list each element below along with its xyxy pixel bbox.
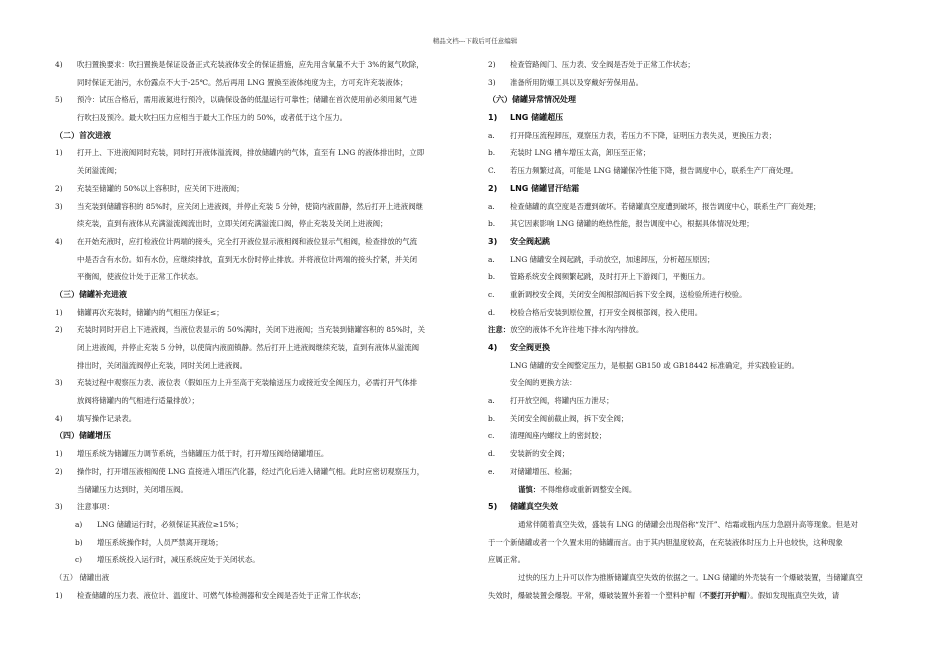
line-text: 中是否含有水份。如有水份，应继续排放，直到无水份时停止排放。并将液位计两端的接头拧紧，并关闭 xyxy=(77,254,417,264)
list-number: 5) xyxy=(55,95,63,105)
list-item-text: 校验合格后安装到原位置，打开安全阀根部阀，投入使用。 xyxy=(510,307,703,317)
list-item-text: 吹扫置换要求：吹扫置换是保证设备正式充装液体安全的保证措施，应先用含氧量不大于 3%的氮气吹除， xyxy=(77,60,424,69)
list-number: b) xyxy=(75,537,83,547)
right-column xyxy=(488,60,898,608)
list-item xyxy=(55,308,465,318)
list-item-text: 充装时同时开启上下进液阀，当液位表显示的 50%满时，关闭下进液阀；当充装到储罐容积的 85%时，关 xyxy=(77,325,425,335)
line-text-a: 失效时，爆破装置会爆裂。平常，爆破装置外套着一个塑料护帽（ xyxy=(488,590,703,600)
line-text: 平衡阀，使液位计处于正常工作状态。 xyxy=(77,272,203,282)
list-item xyxy=(488,396,898,406)
list-item xyxy=(55,467,465,477)
list-item-text: 充装过程中观察压力表、液位表（假如压力上升至高于充装输送压力或接近安全阀压力，必需打开气体排 xyxy=(77,378,417,388)
list-item-text: 在开始充液时，应打检液位计两端的接头，完全打开液位显示液相阀和液位显示气相阀，检查排放的气流 xyxy=(77,236,417,246)
list-item-text: 安装新的安全阀； xyxy=(510,449,570,459)
line-text: 当储罐压力达到时，关闭增压阀。 xyxy=(77,484,188,494)
paragraph-line xyxy=(488,361,898,371)
list-item xyxy=(488,219,898,229)
list-item-text: 重新调校安全阀，关闭安全阀根部阀后拆下安全阀，送检验所进行校验。 xyxy=(510,289,747,299)
note-text xyxy=(488,325,643,335)
list-item-text: 准备所用防爆工具以及穿戴好劳保用品。 xyxy=(510,77,644,87)
list-item-text: LNG 储罐运行时，必须保证其液位≥15%； xyxy=(97,519,243,529)
list-item-text: 充装时 LNG 槽车增压太高，卸压至正常； xyxy=(510,148,651,158)
line-text: LNG 储罐的安全阀整定压力，是根据 GB150 或 GB18442 标准确定，并实践验证的。 xyxy=(510,360,799,370)
line-text: 续充装，直到有液体从充满溢流阀流出时，立即关闭充满溢流口阀，停止充装及关闭上进液阀； xyxy=(77,219,388,229)
list-item-text: 增压系统投入运行时，减压系统应处于关闭状态。 xyxy=(97,555,260,565)
list-number: 4) xyxy=(55,236,63,246)
line-text: 安全阀的更换方法： xyxy=(510,378,577,388)
list-item xyxy=(55,555,465,565)
continuation-line xyxy=(55,113,465,123)
list-number: c) xyxy=(75,555,83,565)
list-item xyxy=(488,255,898,265)
subsection-heading-text: 安全阀更换 xyxy=(510,343,550,352)
list-number: b. xyxy=(488,148,496,158)
subsection-heading-text: LNG 储罐冒汗结霜 xyxy=(510,183,580,193)
list-number: d. xyxy=(488,307,496,317)
list-item xyxy=(55,520,465,530)
section-heading xyxy=(55,131,465,141)
list-item xyxy=(488,202,898,212)
list-number: d. xyxy=(488,449,496,459)
continuation-line xyxy=(55,343,465,353)
list-item xyxy=(55,591,465,601)
paragraph-line xyxy=(488,555,898,565)
list-item xyxy=(55,449,465,459)
paragraph-line xyxy=(488,573,898,583)
list-item-text: 充装至储罐的 50%以上容积时，应关闭下进液阀； xyxy=(77,183,244,193)
list-item xyxy=(55,378,465,388)
section-heading-text: （六）储罐异常情况处理 xyxy=(488,95,576,105)
continuation-line xyxy=(55,272,465,282)
continuation-line xyxy=(55,361,465,371)
note-line xyxy=(488,325,898,335)
list-item-text: LNG 储罐安全阀起跳，手动放空，加速卸压，分析超压原因； xyxy=(510,254,715,264)
list-item xyxy=(55,237,465,247)
list-number: 2) xyxy=(488,183,498,193)
list-number: 4) xyxy=(488,343,498,352)
list-item xyxy=(488,131,898,141)
list-number: 2) xyxy=(55,325,63,335)
paragraph-line xyxy=(488,538,898,548)
list-item-text: 增压系统操作时，人员严禁离开现场； xyxy=(97,537,223,547)
list-number: 3) xyxy=(55,502,63,512)
list-number: 2) xyxy=(488,60,496,69)
list-item xyxy=(488,290,898,300)
list-number: e. xyxy=(488,466,495,476)
note-label: 谨慎： xyxy=(518,484,541,494)
list-item xyxy=(488,272,898,282)
list-item xyxy=(488,467,898,477)
line-text xyxy=(488,591,839,601)
continuation-line xyxy=(55,485,465,495)
section-heading xyxy=(488,95,898,105)
list-item-text: 管路系统安全阀频繁起跳，及时打开上下游阀门，平衡压力。 xyxy=(510,272,710,282)
list-number: a. xyxy=(488,254,495,264)
section-heading-text: （三）储罐补充进液 xyxy=(55,289,127,299)
list-number: 3) xyxy=(488,236,498,246)
line-text: 行吹扫及预冷。最大吹扫压力应相当于最大工作压力的 50%，或者低于这个压力。 xyxy=(77,113,348,123)
list-item xyxy=(55,325,465,335)
continuation-line xyxy=(55,219,465,229)
list-item xyxy=(488,148,898,158)
list-item xyxy=(488,308,898,318)
list-item xyxy=(488,60,898,70)
list-item xyxy=(55,60,465,70)
list-item xyxy=(488,449,898,459)
paragraph-line xyxy=(488,378,898,388)
subsection-heading-text: LNG 储罐超压 xyxy=(510,113,564,123)
line-text: 应属正常。 xyxy=(488,555,525,565)
list-item-text: 预冷：试压合格后，需用液氮进行预冷，以确保设备的低温运行可靠性；储罐在首次使用前必须用氮气进 xyxy=(77,95,417,105)
list-number: 2) xyxy=(55,466,63,476)
section-heading-text: （四）储罐增压 xyxy=(55,431,111,441)
list-number: C. xyxy=(488,166,496,176)
list-number: a. xyxy=(488,201,495,211)
list-item-text: 检查管路阀门、压力表、安全阀是否处于正常工作状态； xyxy=(510,60,695,69)
list-item xyxy=(488,166,898,176)
subsection-heading xyxy=(488,502,898,512)
list-item xyxy=(488,78,898,88)
list-item-text: 储罐再次充装时，储罐内的气相压力保证≤； xyxy=(77,307,224,317)
subsection-heading xyxy=(488,113,898,123)
list-item-text: 操作时，打开增压液相阀使 LNG 直接进入增压汽化器，经过汽化后进入储罐气相。此时应密切观察压力， xyxy=(77,466,425,476)
continuation-line xyxy=(55,166,465,176)
continuation-line xyxy=(55,78,465,88)
list-item-text: 对储罐增压、检漏； xyxy=(510,466,577,476)
list-number: c. xyxy=(488,289,495,299)
note-text xyxy=(518,485,636,495)
page-header: 精品文档---下载后可任意编辑 xyxy=(432,37,518,45)
subsection-heading-text: 安全阀起跳 xyxy=(510,236,550,246)
line-text: 闭上进液阀，并停止充装 5 分钟，以使筒内液面镇静。然后打开上进液阀继续充装，直到有液体从溢流阀 xyxy=(77,343,419,352)
list-item-text: 清理阀座内螺纹上的密封胶； xyxy=(510,431,607,441)
list-item-text: 当充装到储罐容积的 85%时，应关闭上进液阀，并停止充装 5 分钟，使筒内液面静，然后打开上进液阀继 xyxy=(77,201,423,211)
list-number: b. xyxy=(488,413,496,423)
list-item-text: 打开上、下进液阀同时充装，同时打开液体溢流阀，排放储罐内的气体，直至有 LNG 的液体排出时，立即 xyxy=(77,148,425,158)
section-heading-text: （二）首次进液 xyxy=(55,130,111,140)
list-number: 3) xyxy=(55,378,63,388)
list-number: b. xyxy=(488,219,496,229)
list-item xyxy=(55,184,465,194)
list-number: c. xyxy=(488,431,495,441)
list-item-text: 填写操作记录表。 xyxy=(77,413,137,423)
list-item-text: 其它因素影响 LNG 储罐的绝热性能，报告调度中心，根据具体情况处理； xyxy=(510,219,754,229)
paragraph-line xyxy=(488,520,898,530)
section-heading-plain xyxy=(55,573,465,583)
subsection-heading xyxy=(488,237,898,247)
note-body: 不得维修或重新调整安全阀。 xyxy=(540,484,637,494)
list-item xyxy=(55,502,465,512)
list-number: 1) xyxy=(55,449,63,459)
list-number: 1) xyxy=(488,113,498,123)
line-text: 放阀将储罐内的气相进行适量排放）； xyxy=(77,396,199,406)
list-item-text: 检查储罐的压力表、液位计、温度计、可燃气体检测器和安全阀是否处于正常工作状态； xyxy=(77,590,366,600)
continuation-line xyxy=(55,396,465,406)
section-heading xyxy=(55,431,465,441)
list-item-text: 注意事项： xyxy=(77,502,114,512)
list-item xyxy=(488,414,898,424)
list-number: a. xyxy=(488,396,495,406)
line-text-b: ）。假如发现瓶真空失效，请 xyxy=(746,590,840,600)
emphasis-text: 不要打开护帽 xyxy=(702,590,747,600)
list-item-text: 检查储罐的真空度是否遭到破坏。若储罐真空度遭到破坏，报告调度中心，联系生产厂商处理； xyxy=(510,201,821,211)
note-label: 注意： xyxy=(488,325,511,335)
note-line xyxy=(488,485,898,495)
list-number: 5) xyxy=(488,502,498,512)
list-item xyxy=(55,202,465,212)
list-number: a) xyxy=(75,519,83,529)
list-number: 1) xyxy=(55,307,63,317)
list-item xyxy=(488,431,898,441)
subsection-heading xyxy=(488,343,898,353)
list-item-text: 打开放空阀，将罐内压力泄尽； xyxy=(510,396,614,406)
list-number: 2) xyxy=(55,183,63,193)
line-text: 排出时，关闭溢流阀停止充装，同时关闭上进液阀。 xyxy=(77,360,247,370)
line-text: 关闭溢流阀； xyxy=(77,166,122,176)
list-item xyxy=(55,414,465,424)
paragraph-line xyxy=(488,591,898,601)
note-body: 放空的液体不允许往地下排水沟内排放。 xyxy=(510,325,644,335)
list-item xyxy=(55,538,465,548)
list-number: 4) xyxy=(55,60,63,69)
list-item-text: 关闭安全阀前截止阀，拆下安全阀； xyxy=(510,413,629,423)
continuation-line xyxy=(55,255,465,265)
list-item xyxy=(55,148,465,158)
list-number: 3) xyxy=(55,201,63,211)
section-heading xyxy=(55,290,465,300)
list-number: 4) xyxy=(55,413,63,423)
list-number: 1) xyxy=(55,590,63,600)
list-item-text: 打开降压流程卸压，观察压力表，若压力不下降，证明压力表失灵，更换压力表； xyxy=(510,130,777,140)
list-number: b. xyxy=(488,272,496,282)
list-number: 1) xyxy=(55,148,63,158)
list-item-text: 增压系统为储罐压力调节系统，当储罐压力低于时，打开增压阀给储罐增压。 xyxy=(77,449,329,459)
subsection-heading xyxy=(488,184,898,194)
line-text: （五） 储罐出液 xyxy=(55,572,110,582)
list-item xyxy=(55,95,465,105)
line-text: 通常伴随着真空失效，盛装有 LNG 的储罐会出现俗称“发汗”、结霜或瓶内压力急剧升高等现象。但是对 xyxy=(518,519,858,529)
left-column xyxy=(55,60,465,608)
line-text: 于一个新储罐或者一个久置未用的储罐而言。由于其内胆温度较高，在充装液体时压力上升也较快，这种现象 xyxy=(488,537,843,547)
line-text: 过快的压力上升可以作为推断储罐真空失效的依据之一。LNG 储罐的外壳装有一个爆破装置，当储罐真空 xyxy=(518,572,863,582)
subsection-heading-text: 储罐真空失效 xyxy=(510,502,558,512)
line-text: 同时保证无油污，水份露点不大于-25℃。然后再用 LNG 置换至液体纯度为主，方可充许充装液体； xyxy=(77,77,408,87)
list-number: a. xyxy=(488,130,495,140)
list-number: 3) xyxy=(488,77,496,87)
list-item-text: 若压力频繁过高，可能是 LNG 储罐保冷性能下降，报告调度中心，联系生产厂商处理。 xyxy=(510,166,799,176)
